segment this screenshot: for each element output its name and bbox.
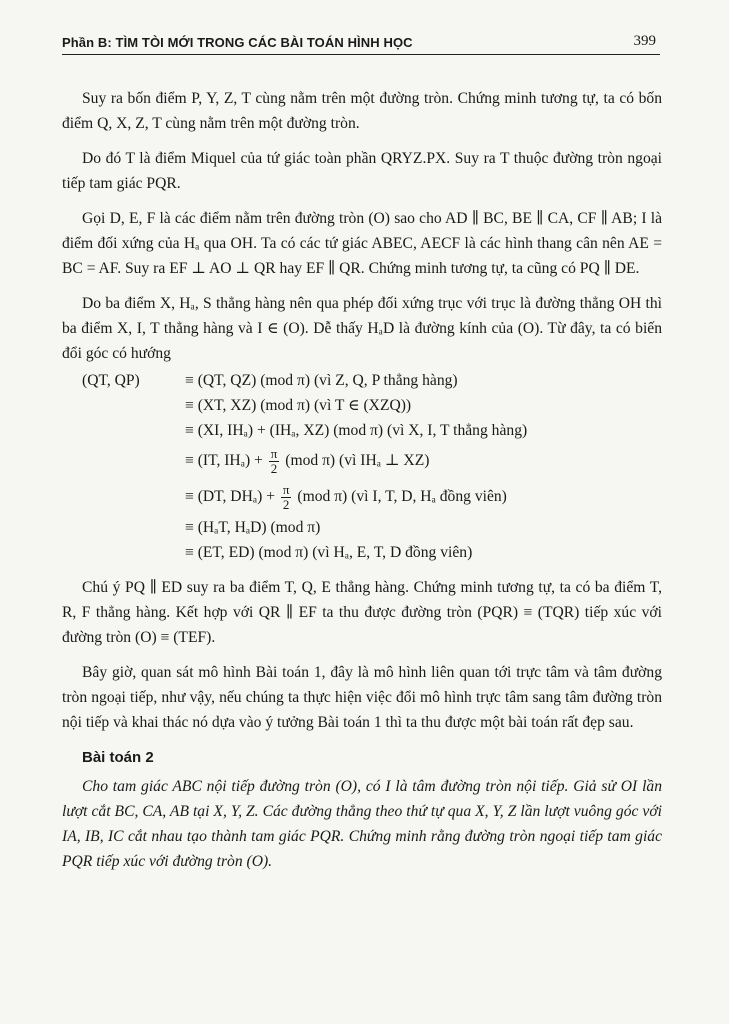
math-row xyxy=(62,393,662,418)
math-step: ≡ (ET, ED) (mod π) (vì Hₐ, E, T, D đồng viên) xyxy=(185,544,473,561)
math-row xyxy=(62,540,662,565)
math-row xyxy=(62,418,662,443)
math-step: ≡ (XI, IHₐ) + (IHₐ, XZ) (mod π) (vì X, I, T thẳng hàng) xyxy=(185,422,528,439)
math-row xyxy=(62,443,662,479)
page-number: 399 xyxy=(633,33,656,49)
fraction xyxy=(269,447,280,476)
paragraph: Do đó T là điểm Miquel của tứ giác toàn phần QRYZ.PX. Suy ra T thuộc đường tròn ngoại tiếp tam giác PQR. xyxy=(62,150,662,192)
math-step: ≡ (DT, DHₐ) + $\frac{\pi}{2}$ (mod π) (vì I, T, D, Hₐ đồng viên) xyxy=(185,481,507,512)
fraction-numerator: π xyxy=(282,481,290,497)
math-step: ≡ (QT, QZ) (mod π) (vì Z, Q, P thẳng hàng) xyxy=(185,372,458,389)
math-row xyxy=(62,479,662,515)
math-row xyxy=(62,368,662,393)
paragraph: Suy ra bốn điểm P, Y, Z, T cùng nằm trên một đường tròn. Chứng minh tương tự, ta có bốn điểm Q, X, Z, T cùng nằm trên một đường tròn. xyxy=(62,90,662,132)
math-lhs: (QT, QP) xyxy=(82,372,140,389)
page-header xyxy=(62,30,660,55)
fraction-denominator: 2 xyxy=(282,496,290,512)
fraction-numerator: π xyxy=(270,445,278,461)
paragraph: Bây giờ, quan sát mô hình Bài toán 1, đây là mô hình liên quan tới trực tâm và tâm đường tròn ngoại tiếp, như vậy, nếu chúng ta thực hiện việc đổi mô hình trực tâm sang tâm đường tròn nội tiếp và khai thác nó dựa vào ý tưởng Bài toán 1 thì ta thu được một bài toán rất đẹp sau. xyxy=(62,664,662,731)
angle-chain xyxy=(62,368,662,565)
problem-statement: Cho tam giác ABC nội tiếp đường tròn (O), có I là tâm đường tròn nội tiếp. Giả sử OI lần lượt cắt BC, CA, AB tại X, Y, Z. Các đường thẳng theo thứ tự qua X, Y, Z lần lượt vuông góc với IA, IB, IC cắt nhau tạo thành tam giác PQR. Chứng minh rằng đường tròn ngoại tiếp tam giác PQR tiếp xúc với đường tròn (O). xyxy=(62,778,662,870)
section-title: Phần B: TÌM TÒI MỚI TRONG CÁC BÀI TOÁN HÌNH HỌC xyxy=(62,35,413,50)
math-step: ≡ (XT, XZ) (mod π) (vì T ∈ (XZQ)) xyxy=(185,397,412,414)
math-step: ≡ (HₐT, HₐD) (mod π) xyxy=(185,519,321,536)
paragraph: Chú ý PQ ∥ ED suy ra ba điểm T, Q, E thẳng hàng. Chứng minh tương tự, ta có ba điểm T, R, F thẳng hàng. Kết hợp với QR ∥ EF ta thu được đường tròn (PQR) ≡ (TQR) tiếp xúc với đường tròn (O) ≡ (TEF). xyxy=(62,579,662,646)
fraction xyxy=(281,483,292,512)
paragraph: Do ba điểm X, Hₐ, S thẳng hàng nên qua phép đối xứng trục với trục là đường thẳng OH thì ba điểm X, I, T thẳng hàng và I ∈ (O). Dễ thấy HₐD là đường kính của (O). Từ đây, ta có biến đổi góc có hướng xyxy=(62,295,662,362)
fraction-denominator: 2 xyxy=(270,460,278,476)
math-step: ≡ (IT, IHₐ) + $\frac{\pi}{2}$ (mod π) (vì IHₐ ⊥ XZ) xyxy=(185,445,430,476)
paragraph: Gọi D, E, F là các điểm nằm trên đường tròn (O) sao cho AD ∥ BC, BE ∥ CA, CF ∥ AB; I là điểm đối xứng của Hₐ qua OH. Ta có các tứ giác ABEC, AECF là các hình thang cân nên AE = BC = AF. Suy ra EF ⊥ AO ⊥ QR hay EF ∥ QR. Chứng minh tương tự, ta cũng có PQ ∥ DE. xyxy=(62,210,662,277)
problem-title: Bài toán 2 xyxy=(82,749,154,766)
page-body xyxy=(62,86,662,884)
math-row xyxy=(62,515,662,540)
